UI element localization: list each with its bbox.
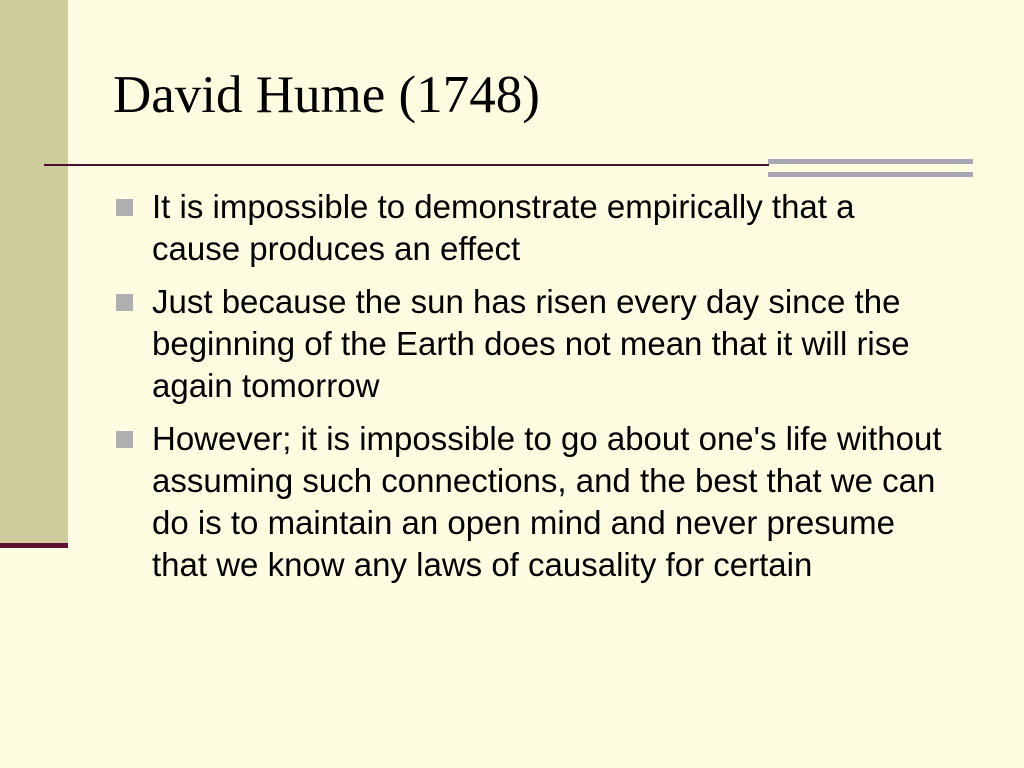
bullet-item	[116, 186, 946, 270]
slide-title: David Hume (1748)	[113, 66, 540, 124]
left-decorative-band	[0, 0, 68, 543]
accent-bar-top	[768, 159, 973, 164]
title-divider	[44, 164, 769, 166]
bullet-item	[116, 281, 946, 407]
bullet-item	[116, 418, 946, 586]
bullet-text: It is impossible to demonstrate empirically that a cause produces an effect	[152, 188, 855, 267]
bullet-text: However; it is impossible to go about one's life without assuming such connections, and the best that we can do is to maintain an open mind and never presume that we know any laws of causality for certain	[152, 420, 942, 583]
left-band-rule	[0, 543, 68, 548]
bullet-list	[116, 186, 946, 597]
square-bullet-icon	[116, 431, 133, 448]
accent-bar-bottom	[768, 172, 973, 177]
square-bullet-icon	[116, 294, 133, 311]
square-bullet-icon	[116, 199, 133, 216]
divider-accent-bars	[768, 159, 973, 179]
bullet-text: Just because the sun has risen every day since the beginning of the Earth does not mean that it will rise again tomorrow	[152, 283, 910, 404]
